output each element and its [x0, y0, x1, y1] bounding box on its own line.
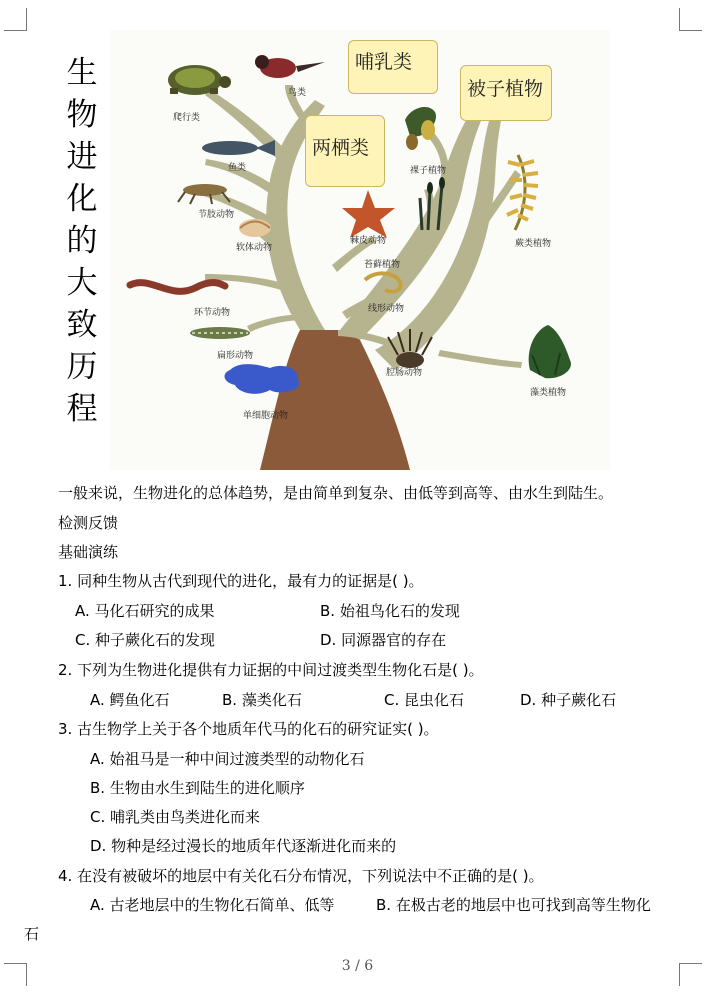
- fern-icon: [507, 155, 538, 230]
- turtle-icon: [168, 65, 231, 95]
- amoeba-icon: [225, 364, 300, 394]
- title-char: 的: [66, 223, 98, 259]
- label-protozoa: 单细胞动物: [243, 411, 289, 421]
- section-heading-basic-practice: 基础演练: [58, 543, 119, 561]
- label-mollusk: 软体动物: [236, 243, 273, 253]
- earthworm-icon: [130, 283, 225, 292]
- title-char: 生: [66, 55, 98, 91]
- vertical-title: [62, 52, 102, 430]
- crop-mark-top-left: [4, 8, 27, 31]
- title-char: 物: [66, 97, 98, 133]
- title-char: 化: [66, 181, 98, 217]
- label-arthropod: 节肢动物: [198, 210, 235, 220]
- bird-icon: [255, 55, 325, 78]
- label-annelid: 环节动物: [194, 308, 231, 318]
- question-4-stem: 4. 在没有被破坏的地层中有关化石分布情况，下列说法中不正确的是( )。: [58, 867, 544, 885]
- question-4-option-b: B. 在极古老的地层中也可找到高等生物化: [376, 896, 651, 914]
- question-3-option-c: C. 哺乳类由鸟类进化而来: [90, 808, 261, 826]
- question-1-option-c: C. 种子蕨化石的发现: [75, 631, 216, 649]
- starfish-icon: [342, 190, 395, 238]
- question-3-stem: 3. 古生物学上关于各个地质年代马的化石的研究证实( )。: [58, 720, 439, 738]
- question-2-stem: 2. 下列为生物进化提供有力证据的中间过渡类型生物化石是( )。: [58, 661, 484, 679]
- branch-algae: [438, 350, 522, 368]
- summary-text: 一般来说，生物进化的总体趋势，是由简单到复杂、由低等到高等、由水生到陆生。: [58, 484, 614, 502]
- question-1-option-a: A. 马化石研究的成果: [75, 602, 215, 620]
- label-moss: 苔藓植物: [364, 260, 401, 270]
- label-gymnosperm: 裸子植物: [410, 166, 447, 176]
- title-char: 历: [66, 349, 98, 385]
- label-bird: 鸟类: [288, 88, 307, 98]
- question-1-stem: 1. 同种生物从古代到现代的进化，最有力的证据是( )。: [58, 572, 424, 590]
- label-echinoderm: 棘皮动物: [350, 236, 387, 246]
- title-char: 大: [66, 265, 98, 301]
- snail-shell-icon: [239, 219, 271, 237]
- question-3-option-b: B. 生物由水生到陆生的进化顺序: [90, 779, 305, 797]
- question-4-option-b-continued: 石: [24, 925, 40, 943]
- gymnosperm-icon: [405, 107, 436, 150]
- title-char: 程: [66, 391, 98, 427]
- title-char: 进: [66, 139, 98, 175]
- question-1-option-b: B. 始祖鸟化石的发现: [320, 602, 460, 620]
- page-number: 3 / 6: [341, 958, 374, 974]
- question-2-option-c: C. 昆虫化石: [384, 691, 465, 709]
- box-mammal: 哺乳类: [348, 40, 438, 94]
- title-char: 致: [66, 307, 98, 343]
- question-2-option-b: B. 藻类化石: [222, 691, 302, 709]
- crop-mark-top-right: [679, 8, 702, 31]
- algae-icon: [529, 325, 571, 378]
- label-flatworm: 扁形动物: [217, 351, 254, 361]
- question-2-option-d: D. 种子蕨化石: [520, 691, 617, 709]
- box-angiosperm: 被子植物: [460, 65, 552, 121]
- question-3-option-d: D. 物种是经过漫长的地质年代逐渐进化而来的: [90, 837, 397, 855]
- question-4-option-a: A. 古老地层中的生物化石简单、低等: [90, 896, 335, 914]
- label-coelenterate: 腔肠动物: [386, 368, 423, 378]
- label-nematode: 线形动物: [368, 304, 405, 314]
- question-3-option-a: A. 始祖马是一种中间过渡类型的动物化石: [90, 750, 365, 768]
- question-1-option-d: D. 同源器官的存在: [320, 631, 447, 649]
- label-reptile: 爬行类: [173, 113, 201, 123]
- evolution-tree-figure: [110, 30, 610, 470]
- box-amphibian: 两栖类: [305, 115, 385, 187]
- label-fern: 蕨类植物: [515, 239, 552, 249]
- flatworm-icon: [190, 327, 250, 339]
- question-2-option-a: A. 鳄鱼化石: [90, 691, 170, 709]
- label-algae: 藻类植物: [530, 388, 567, 398]
- label-fish: 鱼类: [228, 163, 247, 173]
- section-heading-feedback: 检测反馈: [58, 514, 119, 532]
